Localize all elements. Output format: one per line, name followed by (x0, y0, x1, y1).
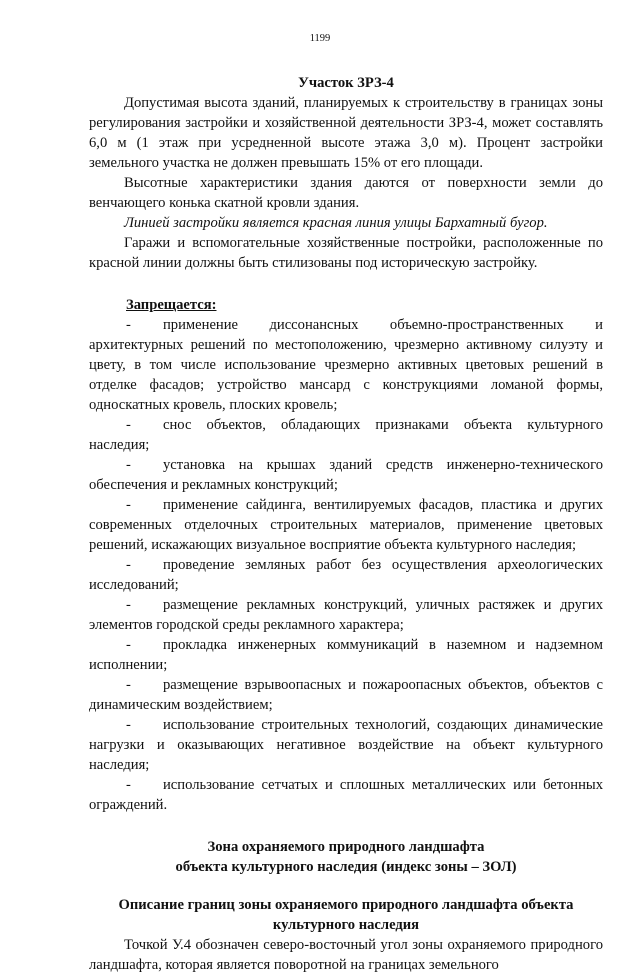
page-number: 1199 (309, 33, 331, 44)
list-item (89, 595, 603, 635)
forbidden-title: Запрещается: (126, 297, 217, 313)
description-heading: Описание границ зоны охраняемого природного ландшафта объекта культурного наследия (118, 897, 574, 933)
list-item (89, 675, 603, 715)
zone-heading-line1: Зона охраняемого природного ландшафта (207, 839, 485, 855)
list-item-text: прокладка инженерных коммуникаций в наземном и надземном исполнении; (89, 637, 603, 673)
bullet-dash: - (126, 557, 131, 573)
paragraph-building-line: Линией застройки является красная линия улицы Бархатный бугор. (124, 215, 548, 231)
bullet-dash: - (126, 777, 131, 793)
list-item-text: проведение земляных работ без осуществления археологических исследований; (89, 557, 603, 593)
list-item-text: использование сетчатых и сплошных металлических или бетонных ограждений. (89, 777, 603, 813)
list-item (89, 315, 603, 415)
forbidden-list (89, 315, 603, 815)
bullet-dash: - (126, 497, 131, 513)
paragraph-boundary-description: Точкой У.4 обозначен северо-восточный угол зоны охраняемого природного ландшафта, которая является поворотной на границах земельного (89, 937, 603, 973)
list-item-text: снос объектов, обладающих признаками объекта культурного наследия; (89, 417, 603, 453)
list-item-text: применение сайдинга, вентилируемых фасадов, пластика и других современных отделочных строительных материалов, применение цветовых решений, искажающих визуальное восприятие объекта культурного наследия; (89, 497, 603, 553)
zone-heading (89, 837, 603, 877)
list-item-text: установка на крышах зданий средств инженерно-технического обеспечения и рекламных конструкций; (89, 457, 603, 493)
bullet-dash: - (126, 637, 131, 653)
list-item (89, 715, 603, 775)
paragraph-height-measurement: Высотные характеристики здания даются от поверхности земли до венчающего конька скатной кровли здания. (89, 175, 603, 211)
bullet-dash: - (126, 717, 131, 733)
list-item (89, 555, 603, 595)
bullet-dash: - (126, 597, 131, 613)
list-item-text: размещение взрывоопасных и пожароопасных объектов, объектов с динамическим воздействием; (89, 677, 603, 713)
list-item (89, 495, 603, 555)
zone-heading-line2: объекта культурного наследия (индекс зоны – ЗОЛ) (175, 859, 517, 875)
list-item (89, 635, 603, 675)
paragraph-garages: Гаражи и вспомогательные хозяйственные постройки, расположенные по красной линии должны быть стилизованы под историческую застройку. (89, 235, 603, 271)
list-item (89, 415, 603, 455)
list-item-text: размещение рекламных конструкций, уличных растяжек и других элементов городской среды рекламного характера; (89, 597, 603, 633)
section-title: Участок ЗРЗ-4 (298, 75, 394, 91)
bullet-dash: - (126, 417, 131, 433)
bullet-dash: - (126, 317, 131, 333)
list-item-text: использование строительных технологий, создающих динамические нагрузки и оказывающих негативное воздействие на объект культурного наследия; (89, 717, 603, 773)
list-item (89, 775, 603, 815)
bullet-dash: - (126, 677, 131, 693)
bullet-dash: - (126, 457, 131, 473)
list-item (89, 455, 603, 495)
list-item-text: применение диссонансных объемно-пространственных и архитектурных решений по местоположению, чрезмерно активному силуэту и цвету, в том числе использование чрезмерно активных цветовых решений в отделке фасадов; устройство мансард с конструкциями ломаной формы, односкатных кровель, плоских кровель; (89, 317, 603, 413)
document-body (89, 73, 603, 975)
paragraph-height-limits: Допустимая высота зданий, планируемых к строительству в границах зоны регулирования застройки и хозяйственной деятельности ЗРЗ-4, может составлять 6,0 м (1 этаж при усредненной высоте этажа 3,0 м). Процент застройки земельного участка не должен превышать 15% от его площади. (89, 95, 603, 171)
